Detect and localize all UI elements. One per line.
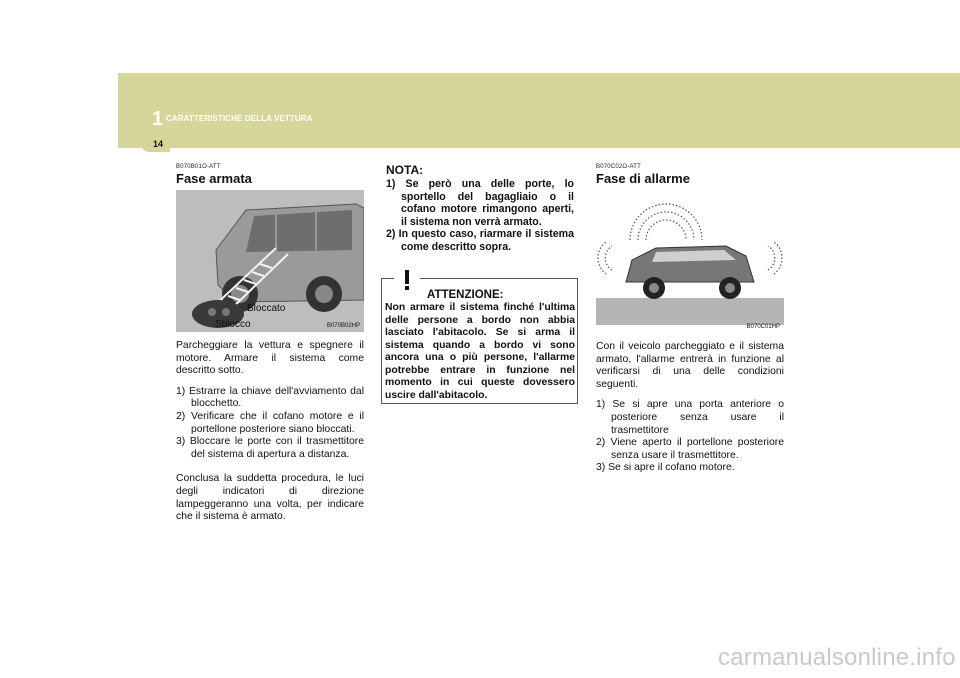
list-item: 2) Viene aperto il portellone posteriore senza usare il trasmettitore. xyxy=(596,437,784,461)
intro-paragraph: Parcheggiare la vettura e spegnere il motore. Armare il sistema come descritto sotto. xyxy=(176,340,364,377)
figure-code: B070C01HP xyxy=(746,324,780,330)
chapter-title: CARATTERISTICHE DELLA VETTURA xyxy=(166,114,313,123)
note-section xyxy=(386,163,574,254)
figure-code: B070B02HP xyxy=(326,323,360,329)
list-item: 2) Verificare che il cofano motore e il portellone posteriore siano bloccati. xyxy=(176,410,364,435)
watermark: carmanualsonline.info xyxy=(718,644,956,671)
warning-box xyxy=(381,278,578,404)
steps-list xyxy=(176,386,364,462)
list-item: 1) Se si apre una porta anteriore o posteriore senza usare il trasmettitore xyxy=(596,399,784,436)
list-item: 3) Bloccare le porte con il trasmettitore del sistema di apertura a distanza. xyxy=(176,436,364,460)
armed-phase-figure xyxy=(176,190,364,332)
section-title: Fase di allarme xyxy=(596,171,690,186)
warning-title: ATTENZIONE: xyxy=(427,289,504,301)
note-title: NOTA: xyxy=(386,163,424,177)
section-title: Fase armata xyxy=(176,171,252,186)
page-number: 14 xyxy=(153,139,164,149)
warning-triangle-icon xyxy=(394,267,420,293)
chapter-number: 1 xyxy=(152,108,164,130)
header-band xyxy=(118,73,960,148)
section-code: B070C02O-ATT xyxy=(596,164,641,170)
car-alarm-illustration xyxy=(596,190,784,333)
label-locked: Bloccato xyxy=(247,303,286,314)
intro-paragraph: Con il veicolo parcheggiato e il sistema armato, l'allarme entrerà in funzione al verificarsi di una delle condizioni seguenti. xyxy=(596,341,784,390)
list-item: 3) Se si apre il cofano motore. xyxy=(596,462,735,474)
section-code: B070B01O-ATT xyxy=(176,164,221,170)
list-item: 2) In questo caso, riarmare il sistema come descritto sopra. xyxy=(386,228,574,253)
left-column xyxy=(176,164,364,524)
steps-list xyxy=(596,399,784,475)
outro-paragraph: Conclusa la suddetta procedura, le luci degli indicatori di direzione lampeggeranno una volta, per indicare che il sistema è armato. xyxy=(176,473,364,523)
list-item: 1) Se però una delle porte, lo sportello del bagagliaio o il cofano motore rimangono aperti, il sistema non verrà armato. xyxy=(386,178,574,228)
alarm-phase-figure xyxy=(596,190,784,333)
warning-text: Non armare il sistema finché l'ultima delle persone a bordo non abbia lasciato l'abitacolo. Se si arma il sistema quando a bordo vi sono ancora una o più persone, l'allarme potrebbe entrare in funzione nel momento in cui queste dovessero uscire dall'abitacolo. xyxy=(385,302,575,401)
list-item: 1) Estrarre la chiave dell'avviamento dal blocchetto. xyxy=(176,385,364,410)
label-unlocked: Sblocco xyxy=(215,319,251,330)
right-column xyxy=(596,164,784,475)
